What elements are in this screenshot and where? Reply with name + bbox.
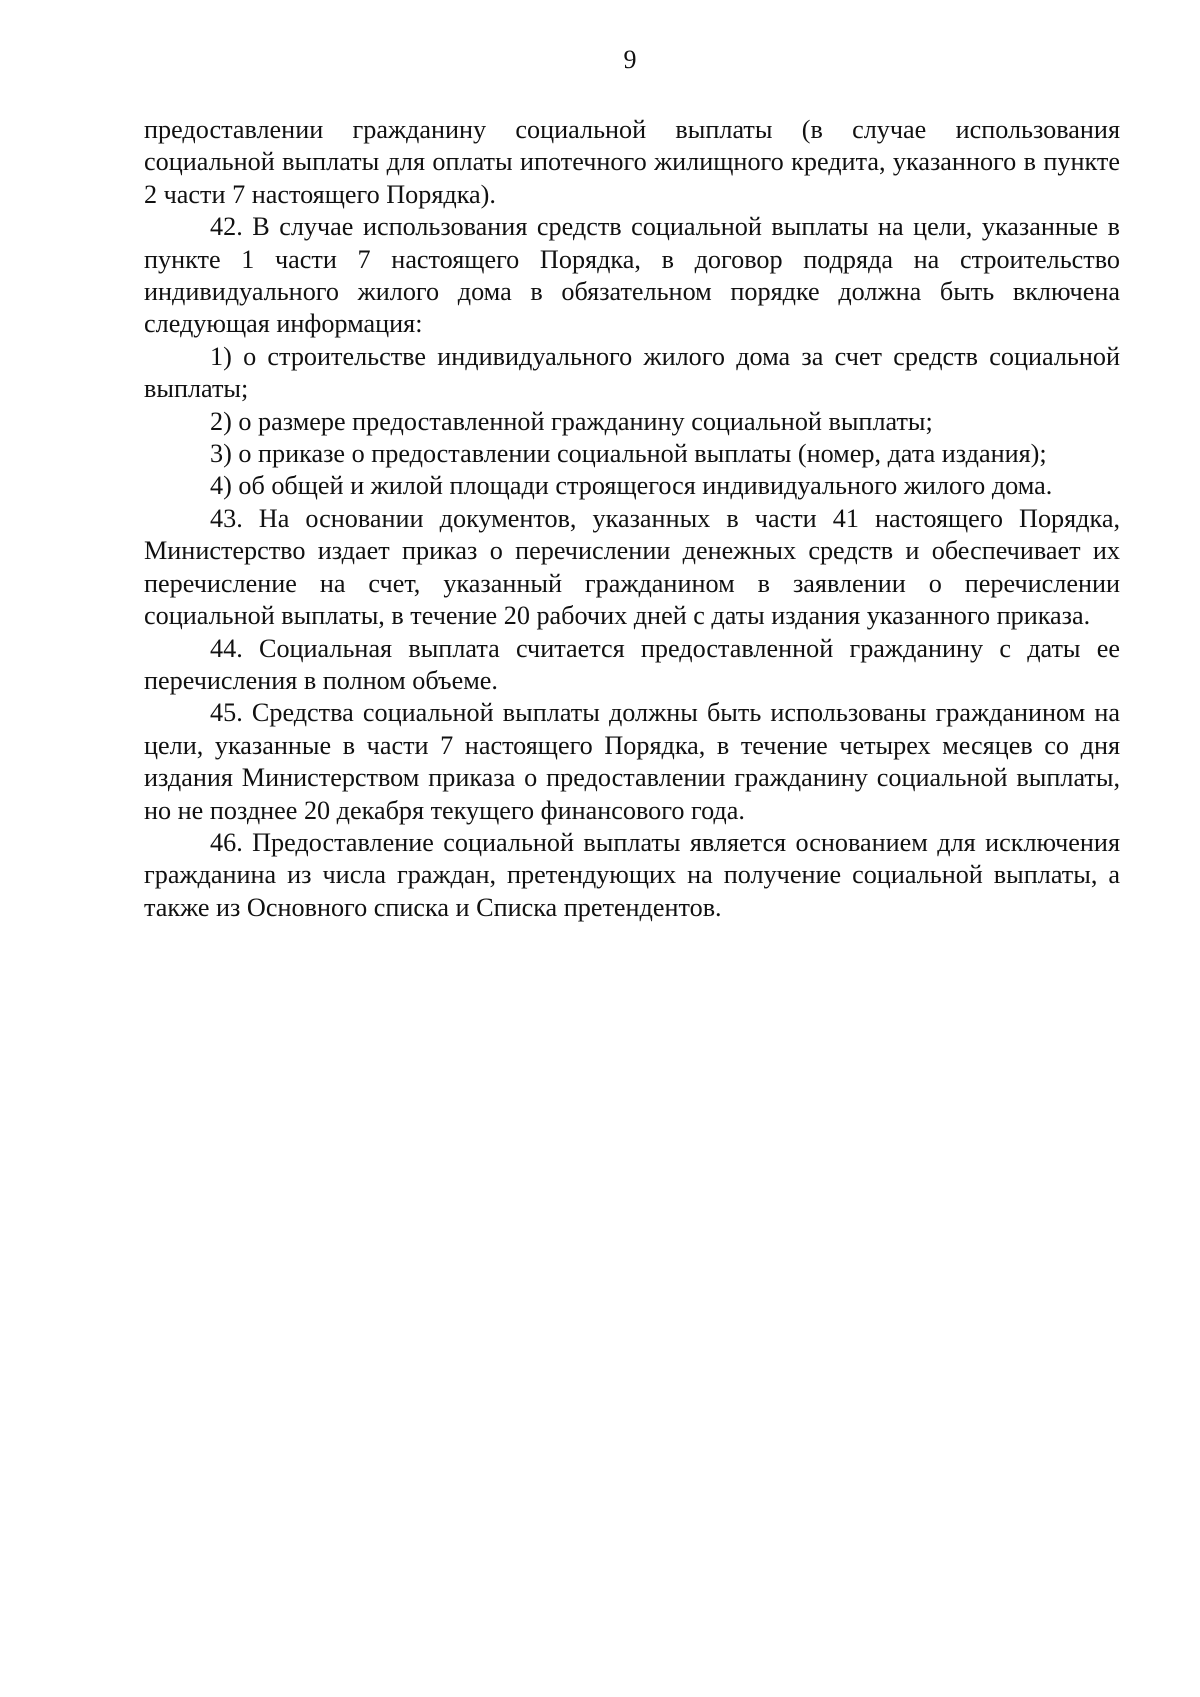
paragraph-continuation: предоставлении гражданину социальной выплаты (в случае использования социальной выплаты для оплаты ипотечного жилищного кредита, указанного в пункте 2 части 7 настоящего Порядка). — [144, 115, 1120, 209]
paragraph-item-43: 43. На основании документов, указанных в части 41 настоящего Порядка, Министерство издает приказ о перечислении денежных средств и обеспечивает их перечисление на счет, указанный гражданином в заявлении о перечислении социальной выплаты, в течение 20 рабочих дней с даты издания указанного приказа. — [144, 503, 1120, 631]
list-item-4: 4) об общей и жилой площади строящегося индивидуального жилого дома. — [210, 471, 1053, 501]
list-item-2: 2) о размере предоставленной гражданину социальной выплаты; — [210, 406, 933, 436]
paragraph-item-44: 44. Социальная выплата считается предоставленной гражданину с даты ее перечисления в полном объеме. — [144, 633, 1120, 695]
page-number: 9 — [623, 45, 637, 74]
list-item-1: 1) о строительстве индивидуального жилого дома за счет средств социальной выплаты; — [144, 341, 1120, 404]
paragraph-item-46: 46. Предоставление социальной выплаты является основанием для исключения гражданина из числа граждан, претендующих на получение социальной выплаты, а также из Основного списка и Списка претендентов. — [144, 827, 1120, 922]
list-item-3: 3) о приказе о предоставлении социальной выплаты (номер, дата издания); — [210, 439, 1047, 469]
paragraph-item-45: 45. Средства социальной выплаты должны быть использованы гражданином на цели, указанные в части 7 настоящего Порядка, в течение четырех месяцев со дня издания Министерством приказа о предоставлении гражданину социальной выплаты, но не позднее 20 декабря текущего финансового года. — [144, 698, 1120, 825]
paragraph-item-42: 42. В случае использования средств социальной выплаты на цели, указанные в пункте 1 части 7 настоящего Порядка, в договор подряда на строительство индивидуального жилого дома в обязательном порядке должна быть включена следующая информация: — [144, 212, 1120, 339]
document-body — [144, 114, 1120, 924]
